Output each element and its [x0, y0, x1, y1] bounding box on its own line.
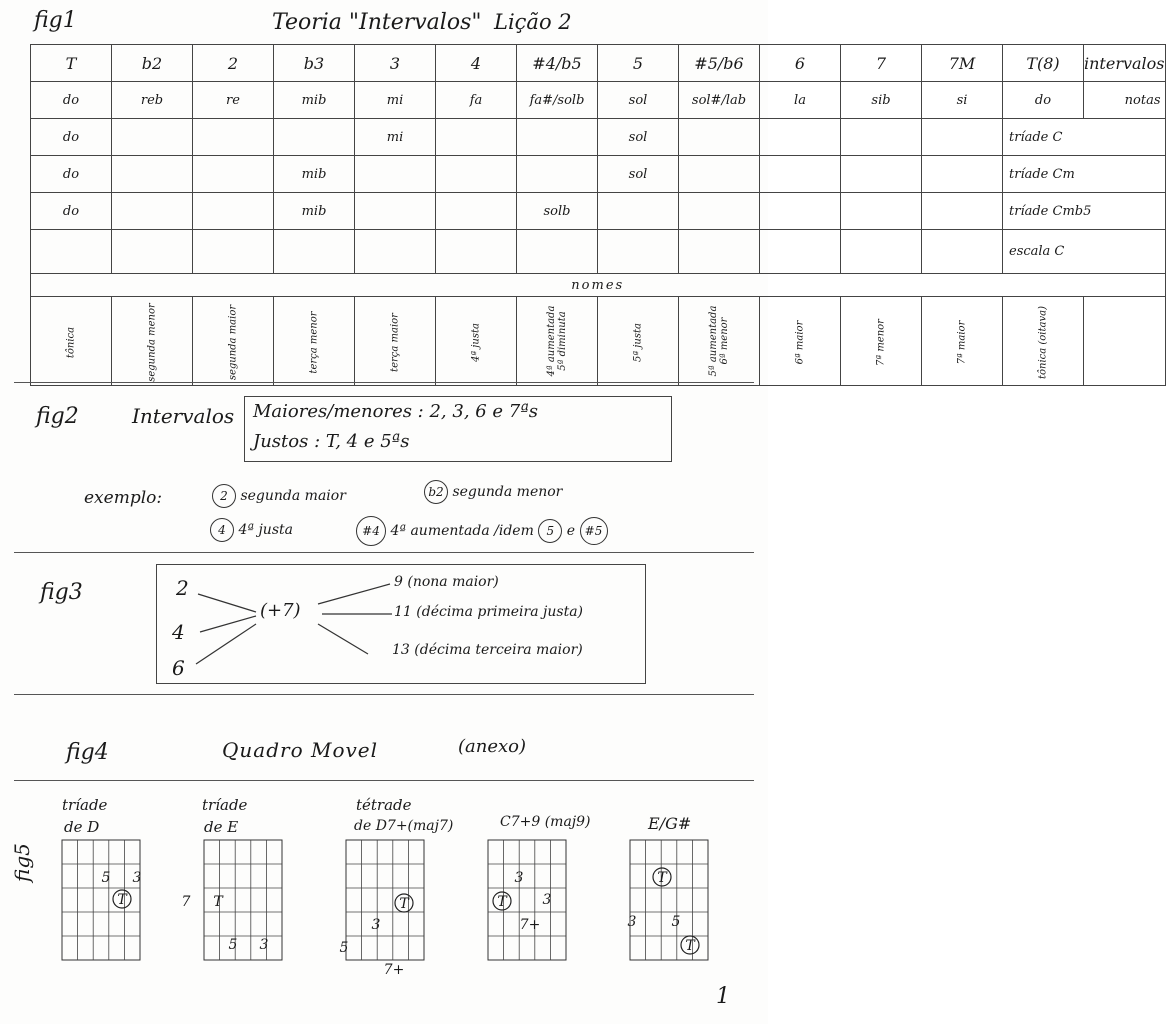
nomes-label: nomes — [31, 274, 1166, 297]
finger-mark: 5 — [339, 940, 349, 956]
fig4-label: fig4 — [66, 740, 109, 765]
note-cell: do — [31, 82, 112, 119]
diagram-2-title1: tríade — [202, 796, 248, 814]
note-cell: sol#/lab — [679, 82, 760, 119]
note-cell: re — [193, 82, 274, 119]
finger-mark: 3 — [514, 870, 524, 886]
fig4-title: Quadro Movel — [222, 738, 379, 762]
note-cell: fa#/solb — [517, 82, 598, 119]
table-cell — [760, 119, 841, 156]
interval-header-cell: #4/b5 — [517, 45, 598, 82]
fig2-box-line1: Maiores/menores : 2, 3, 6 e 7ªs — [253, 401, 539, 422]
root-mark: T — [497, 894, 507, 910]
note-cell: si — [922, 82, 1003, 119]
root-mark: T — [117, 892, 127, 908]
fig3-left-4: 4 — [172, 620, 185, 644]
interval-name-text: tônica (oitava) — [1037, 305, 1049, 379]
table-cell: do — [31, 193, 112, 230]
diagram-2-title2: de E — [204, 818, 239, 836]
finger-mark: 3 — [371, 917, 381, 933]
fig5-label: fig5 — [10, 843, 34, 882]
interval-header-cell: 6 — [760, 45, 841, 82]
interval-circle: 5 — [538, 519, 562, 543]
table-cell — [760, 156, 841, 193]
finger-mark: 3 — [627, 914, 637, 930]
interval-name-text: 4ª justa — [470, 322, 482, 362]
table-cell: sol — [598, 119, 679, 156]
interval-header-cell: #5/b6 — [679, 45, 760, 82]
interval-header-cell: 7M — [922, 45, 1003, 82]
fig3-right-11: 11 (décima primeira justa) — [394, 604, 583, 620]
fig3-center: (+7) — [260, 600, 301, 621]
diagram-5-title2: E/G# — [648, 814, 692, 833]
interval-header-cell: 5 — [598, 45, 679, 82]
finger-mark: 3 — [259, 937, 269, 953]
diagram-3-title2: de D7+(maj7) — [354, 818, 454, 834]
table-cell — [841, 156, 922, 193]
table-cell: sol — [598, 156, 679, 193]
interval-header-cell: b3 — [274, 45, 355, 82]
example-4-text: 4ª aumentada /idem — [390, 523, 534, 539]
interval-header-cell: T — [31, 45, 112, 82]
fig4-note: (anexo) — [458, 736, 527, 757]
interval-name-text: terça menor — [308, 310, 320, 374]
diagram-3-title1: tétrade — [356, 796, 412, 814]
fig1-label: fig1 — [34, 8, 77, 33]
finger-mark: 3 — [542, 892, 552, 908]
fig3-label: fig3 — [40, 580, 83, 605]
example-2-text: segunda menor — [452, 484, 563, 500]
finger-mark: 7+ — [383, 962, 405, 978]
example-3-text: 4ª justa — [238, 522, 293, 538]
row-chord-label: tríade Cm — [1003, 156, 1166, 193]
diagram-4-title2: C7+9 (maj9) — [500, 814, 591, 830]
fig3-left-6: 6 — [172, 656, 185, 680]
finger-mark: 5 — [228, 937, 238, 953]
table-cell: do — [31, 119, 112, 156]
table-cell: do — [31, 156, 112, 193]
table-cell — [841, 193, 922, 230]
interval-name-cell — [1084, 297, 1166, 386]
finger-mark: 7+ — [519, 917, 541, 933]
fig3-right-13: 13 (décima terceira maior) — [392, 642, 583, 658]
diagram-1-title2: de D — [64, 818, 100, 836]
interval-name-text: segunda maior — [227, 304, 239, 380]
fig2-label: fig2 — [36, 404, 79, 429]
table-cell — [922, 119, 1003, 156]
root-mark: T — [657, 870, 667, 886]
note-cell: reb — [112, 82, 193, 119]
table-cell — [922, 230, 1003, 274]
interval-name-text: 5ª aumentada 6ª menor — [708, 305, 730, 376]
fig2-title: Intervalos — [132, 404, 235, 428]
interval-name-cell — [760, 297, 841, 386]
note-cell: do — [1003, 82, 1084, 119]
table-cell — [841, 230, 922, 274]
table-cell: mi — [355, 119, 436, 156]
interval-circle: #4 — [356, 516, 386, 546]
interval-header-cell: 3 — [355, 45, 436, 82]
interval-circle: #5 — [580, 517, 608, 545]
chord-grid — [627, 840, 708, 960]
table-cell — [760, 193, 841, 230]
interval-name-cell — [1003, 297, 1084, 386]
example-5-text: e — [566, 523, 576, 539]
chord-grid — [62, 840, 140, 960]
interval-header-cell: 7 — [841, 45, 922, 82]
table-cell — [922, 193, 1003, 230]
interval-name-cell — [841, 297, 922, 386]
interval-name-text: tônica — [65, 326, 77, 358]
interval-header-cell: 4 — [436, 45, 517, 82]
interval-name-cell — [922, 297, 1003, 386]
table-cell: solb — [517, 193, 598, 230]
interval-circle: 2 — [212, 484, 236, 508]
interval-name-text: 7ª menor — [875, 318, 887, 366]
fig2-box-line2: Justos : T, 4 e 5ªs — [253, 431, 410, 452]
fret-number: 7 — [181, 894, 191, 910]
note-cell: notas — [1084, 82, 1166, 119]
diagram-1-title1: tríade — [62, 796, 108, 814]
table-cell — [841, 119, 922, 156]
table-cell — [922, 156, 1003, 193]
row-chord-label: tríade C — [1003, 119, 1166, 156]
note-cell: sib — [841, 82, 922, 119]
finger-mark: 5 — [101, 870, 111, 886]
interval-name-text: terça maior — [389, 312, 401, 372]
interval-name-text: 5ª justa — [632, 322, 644, 362]
note-cell: mib — [274, 82, 355, 119]
note-cell: mi — [355, 82, 436, 119]
finger-mark: 3 — [132, 870, 142, 886]
root-mark: T — [685, 938, 695, 954]
finger-mark: 5 — [671, 914, 681, 930]
interval-name-text: 7ª maior — [956, 320, 968, 364]
example-label: exemplo: — [84, 488, 163, 508]
note-cell: sol — [598, 82, 679, 119]
table-cell — [760, 230, 841, 274]
fig1-lesson: Lição 2 — [494, 10, 572, 34]
row-chord-label: tríade Cmb5 — [1003, 193, 1166, 230]
example-1-text: segunda maior — [240, 488, 346, 504]
fig3-right-9: 9 (nona maior) — [394, 574, 499, 590]
table-cell: mib — [274, 156, 355, 193]
fig1-title: Teoria "Intervalos" — [272, 10, 482, 35]
table-cell: mib — [274, 193, 355, 230]
root-mark: T — [399, 896, 409, 912]
interval-name-text: segunda menor — [146, 302, 158, 382]
interval-header-cell: 2 — [193, 45, 274, 82]
note-cell: la — [760, 82, 841, 119]
row-chord-label: escala C — [1003, 230, 1166, 274]
interval-circle: b2 — [424, 480, 448, 504]
interval-name-text: 6ª maior — [794, 320, 806, 364]
note-cell: fa — [436, 82, 517, 119]
fig3-left-2: 2 — [176, 576, 189, 600]
interval-circle: 4 — [210, 518, 234, 542]
page-number: 1 — [716, 984, 730, 1009]
interval-header-cell: b2 — [112, 45, 193, 82]
interval-name-text: 4ª aumentada 5ª diminuta — [546, 305, 568, 376]
interval-header-cell: intervalos — [1084, 45, 1166, 82]
root-mark: T — [213, 894, 223, 910]
interval-header-cell: T(8) — [1003, 45, 1084, 82]
